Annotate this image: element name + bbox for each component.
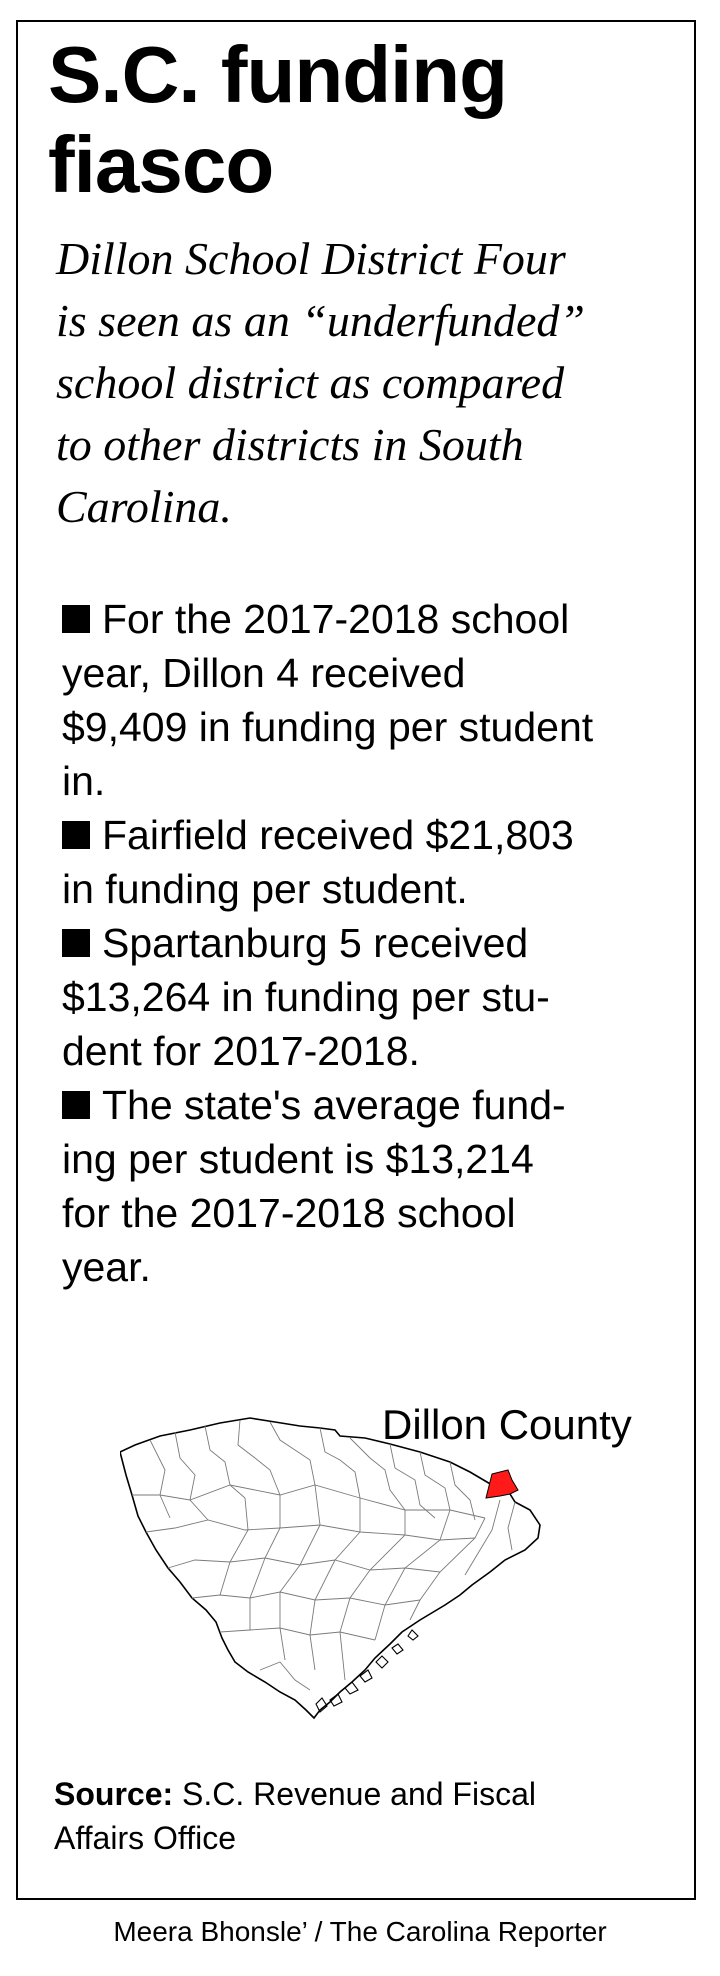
fact-list [62,592,672,1294]
fact-line: $13,264 in funding per stu- [62,974,550,1020]
dek [56,228,676,538]
source-text-line-2: Affairs Office [54,1820,236,1856]
bullet-square-icon [62,605,90,633]
dek-line-4: to other districts in South [56,419,524,470]
bullet-square-icon [62,1091,90,1119]
source-label: Source: [54,1776,174,1812]
fact-item [62,916,672,1078]
bullet-square-icon [62,929,90,957]
dillon-county-highlight [486,1470,518,1498]
source-note [54,1772,674,1860]
photo-credit: Meera Bhonsle’ / The Carolina Reporter [113,1916,607,1947]
dek-line-2: is seen as an “underfunded” [56,295,585,346]
fact-item [62,592,672,808]
dek-line-5: Carolina. [56,481,232,532]
headline [48,30,688,210]
fact-line: dent for 2017-2018. [62,1028,420,1074]
bullet-square-icon [62,821,90,849]
fact-line: for the 2017-2018 school [62,1190,516,1236]
south-carolina-county-map [120,1400,560,1720]
fact-line: The state's average fund- [102,1082,566,1128]
fact-line: Spartanburg 5 received [102,920,529,966]
fact-line: ing per student is $13,214 [62,1136,534,1182]
dek-line-1: Dillon School District Four [56,233,566,284]
map-label: Dillon County [382,1401,632,1448]
fact-line: Fairfield received $21,803 [102,812,574,858]
source-text: S.C. Revenue and Fiscal [182,1776,536,1812]
fact-line: in. [62,758,106,804]
fact-item [62,1078,672,1294]
fact-line: in funding per student. [62,866,468,912]
fact-item [62,808,672,916]
dek-line-3: school district as compared [56,357,565,408]
fact-line: For the 2017-2018 school [102,596,570,642]
fact-line: $9,409 in funding per student [62,704,594,750]
headline-line-2: fiasco [48,120,274,209]
headline-line-1: S.C. funding [48,30,508,119]
state-outline [120,1418,540,1718]
fact-line: year, Dillon 4 received [62,650,466,696]
fact-line: year. [62,1244,151,1290]
